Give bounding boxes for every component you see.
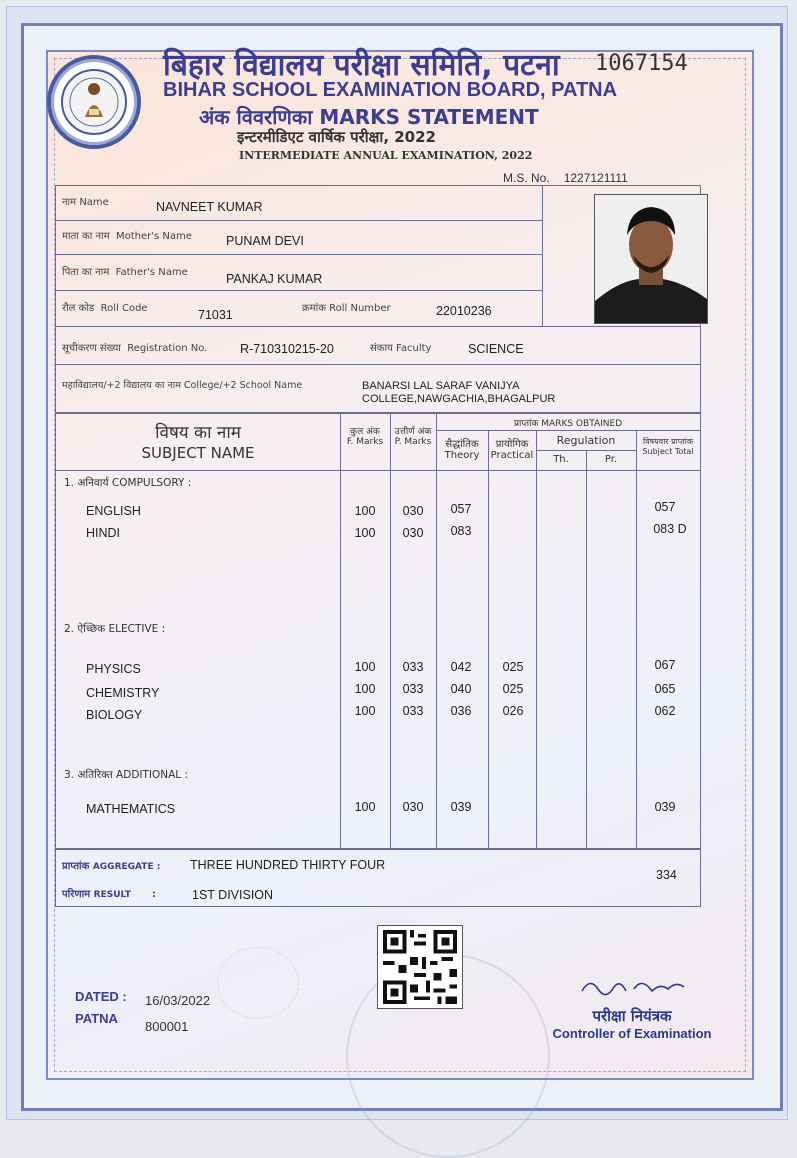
theory-marks: 039 [450, 800, 472, 814]
subject-total: 057 [654, 500, 676, 514]
student-portrait-icon [595, 195, 707, 323]
student-name: NAVNEET KUMAR [156, 200, 263, 214]
subject-name: BIOLOGY [86, 708, 143, 722]
college-name: BANARSI LAL SARAF VANIJYA COLLEGE,NAWGACHIA,BHAGALPUR [362, 380, 556, 405]
full-marks: 100 [354, 504, 376, 518]
full-marks: 100 [354, 660, 376, 674]
father-name: PANKAJ KUMAR [226, 272, 323, 286]
aggregate-box [55, 849, 701, 907]
theory-marks: 083 [450, 524, 472, 538]
signature-icon [572, 973, 692, 1001]
statement-title-english: MARKS STATEMENT [319, 105, 539, 129]
practical-marks: 025 [502, 660, 524, 674]
exam-name-english: INTERMEDIATE ANNUAL EXAMINATION, 2022 [239, 149, 533, 162]
subject-total: 062 [654, 704, 676, 718]
qr-code [377, 925, 463, 1009]
subject-total: 039 [654, 800, 676, 814]
regulation-practical-header: Pr. [604, 454, 618, 465]
registration-number: R-710310215-20 [240, 342, 334, 356]
student-info-box [55, 185, 701, 413]
place-label: PATNA [75, 1011, 118, 1026]
subject-name: PHYSICS [86, 662, 141, 676]
theory-header: सैद्धांतिक Theory [444, 439, 480, 461]
theory-marks: 036 [450, 704, 472, 718]
college-label: महाविद्यालय/+2 विद्यालय का नाम College/+2 School Name [62, 380, 303, 391]
roll-code: 71031 [198, 308, 233, 322]
pass-marks: 030 [402, 526, 424, 540]
dated-value: 16/03/2022 [145, 993, 211, 1008]
subject-name: CHEMISTRY [86, 686, 160, 700]
subject-name: MATHEMATICS [86, 802, 176, 816]
aggregate-in-words: THREE HUNDRED THIRTY FOUR [190, 858, 386, 872]
result-value: 1ST DIVISION [192, 888, 274, 902]
board-name-english: BIHAR SCHOOL EXAMINATION BOARD, PATNA [163, 79, 618, 101]
practical-header: प्रायोगिक Practical [490, 439, 534, 461]
mother-name: PUNAM DEVI [226, 234, 304, 248]
father-name-label: पिता का नाम Father's Name [62, 267, 188, 278]
ms-number-label: M.S. No. [503, 171, 550, 185]
subject-total-header: विषयवार प्राप्तांक Subject Total [642, 437, 694, 456]
full-marks: 100 [354, 526, 376, 540]
theory-marks: 057 [450, 502, 472, 516]
ms-number [503, 171, 628, 185]
controller-signature-block [547, 973, 717, 1041]
exam-name-hindi: इन्टरमीडिएट वार्षिक परीक्षा, 2022 [237, 128, 436, 146]
aggregate-total: 334 [656, 868, 677, 882]
qr-code-icon [378, 926, 462, 1008]
subject-name: ENGLISH [86, 504, 141, 518]
faculty: SCIENCE [468, 342, 524, 356]
pass-marks: 030 [402, 800, 424, 814]
aggregate-label: प्राप्तांक AGGREGATE : [62, 861, 161, 872]
mother-name-label: माता का नाम Mother's Name [62, 231, 192, 242]
pass-marks-header: उत्तीर्ण अंक P. Marks [394, 427, 432, 447]
subject-total: 065 [654, 682, 676, 696]
embossed-seal [217, 947, 299, 1019]
marks-statement-sheet [6, 6, 788, 1120]
faculty-label: संकाय Faculty [370, 343, 432, 354]
full-marks-header: कुल अंक F. Marks [346, 427, 384, 447]
practical-marks: 025 [502, 682, 524, 696]
pass-marks: 030 [402, 504, 424, 518]
full-marks: 100 [354, 704, 376, 718]
theory-marks: 040 [450, 682, 472, 696]
statement-title [199, 103, 539, 130]
subject-header-english: SUBJECT NAME [141, 444, 255, 462]
section-additional: 3. अतिरिक्त ADDITIONAL : [64, 769, 189, 781]
section-compulsory: 1. अनिवार्य COMPULSORY : [64, 477, 192, 489]
name-label: नाम Name [62, 197, 109, 208]
full-marks: 100 [354, 800, 376, 814]
roll-number: 22010236 [436, 304, 492, 318]
regulation-theory-header: Th. [553, 454, 569, 465]
subject-total: 083 D [653, 522, 687, 536]
pass-marks: 033 [402, 682, 424, 696]
registration-label: सूचीकरण संख्या Registration No. [62, 343, 208, 354]
serial-number: 1067154 [595, 51, 688, 76]
marks-table [55, 413, 701, 849]
board-emblem-icon [59, 67, 129, 137]
controller-title-english: Controller of Examination [552, 1026, 712, 1041]
statement-title-hindi: अंक विवरणिका [199, 105, 313, 129]
student-photo [594, 194, 708, 324]
practical-marks: 026 [502, 704, 524, 718]
controller-title-hindi: परीक्षा नियंत्रक [592, 1007, 672, 1025]
board-name-hindi: बिहार विद्यालय परीक्षा समिति, पटना [163, 48, 560, 83]
full-marks: 100 [354, 682, 376, 696]
roll-number-label: क्रमांक Roll Number [302, 303, 391, 314]
theory-marks: 042 [450, 660, 472, 674]
marks-obtained-header: प्राप्तांक MARKS OBTAINED [513, 419, 623, 429]
result-label: परिणाम RESULT : [62, 889, 156, 900]
subject-name: HINDI [86, 526, 121, 540]
pass-marks: 033 [402, 660, 424, 674]
dated-label: DATED : [75, 989, 127, 1004]
subject-total: 067 [654, 658, 676, 672]
board-logo [47, 55, 141, 149]
regulation-header: Regulation [556, 434, 616, 447]
pass-marks: 033 [402, 704, 424, 718]
ms-number-value: 1227121111 [563, 171, 628, 185]
pin-code: 800001 [145, 1019, 189, 1034]
subject-header-hindi: विषय का नाम [155, 423, 241, 443]
section-elective: 2. ऐच्छिक ELECTIVE : [64, 623, 166, 635]
roll-code-label: रौल कोड Roll Code [62, 303, 148, 314]
